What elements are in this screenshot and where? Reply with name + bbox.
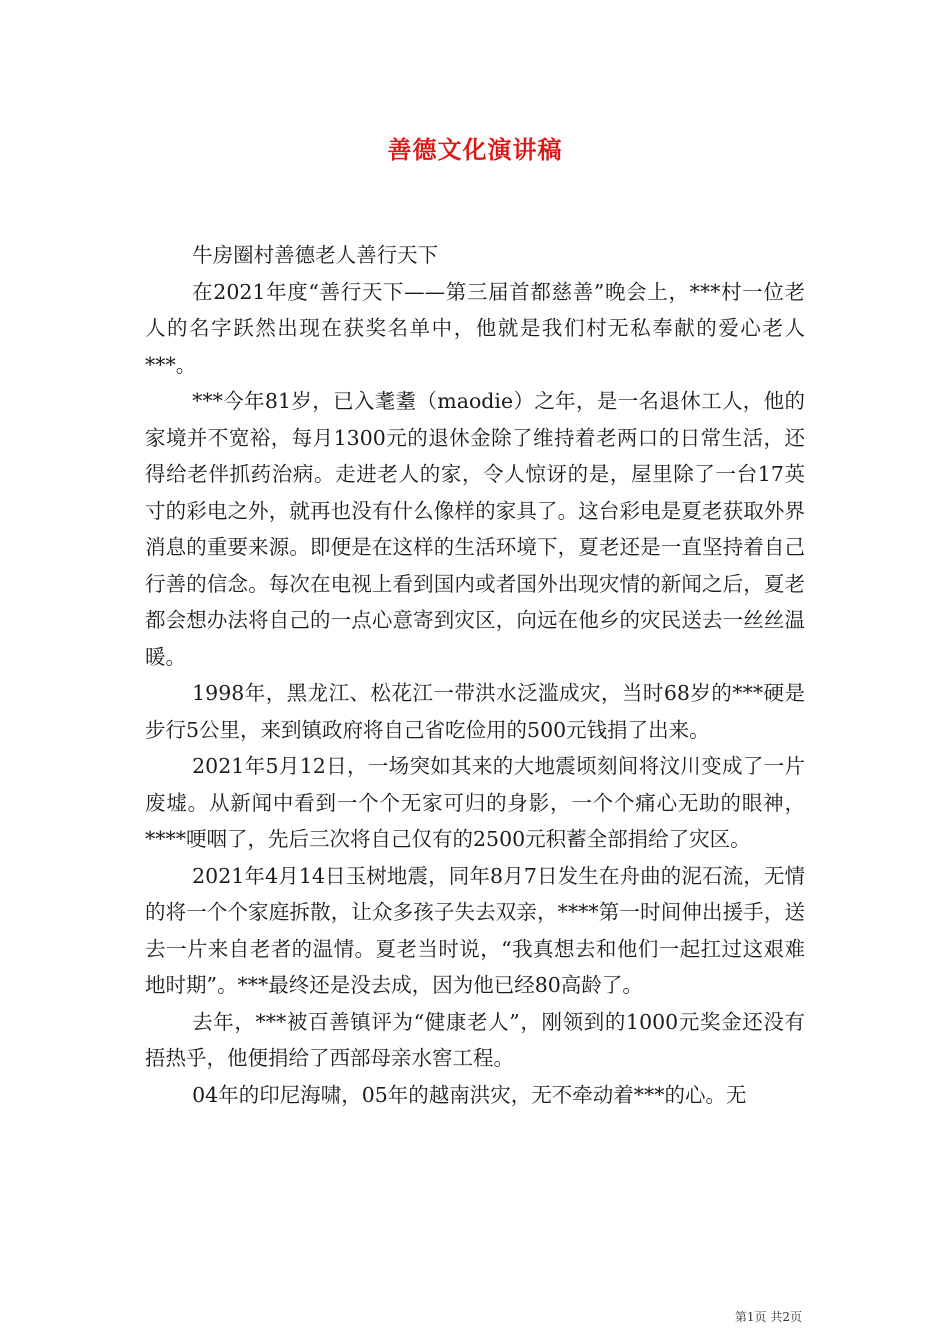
document-body	[145, 237, 805, 1113]
paragraph: 2021年4月14日玉树地震，同年8月7日发生在舟曲的泥石流，无情的将一个个家庭拆散，让众多孩子失去双亲，****第一时间伸出援手，送去一片来自老者的温情。夏老当时说，“我真想去和他们一起扛过这艰难地时期”。***最终还是没去成，因为他已经80高龄了。	[145, 863, 805, 997]
document-title: 善德文化演讲稿	[387, 135, 563, 164]
paragraph-subtitle: 牛房圈村善德老人善行天下	[192, 243, 439, 267]
paragraph: ***今年81岁，已入耄耋（maodie）之年，是一名退休工人，他的家境并不宽裕，每月1300元的退休金除了维持着老两口的日常生活，还得给老伴抓药治病。走进老人的家，令人惊讶的是，屋里除了一台17英寸的彩电之外，就再也没有什么像样的家具了。这台彩电是夏老获取外界消息的重要来源。即便是在这样的生活环境下，夏老还是一直坚持着自己行善的信念。每次在电视上看到国内或者国外出现灾情的新闻之后，夏老都会想办法将自己的一点心意寄到灾区，向远在他乡的灾民送去一丝丝温暖。	[145, 389, 805, 669]
paragraph: 在2021年度“善行天下——第三届首都慈善”晚会上，***村一位老人的名字跃然出现在获奖名单中，他就是我们村无私奉献的爱心老人***。	[145, 279, 805, 377]
page-number: 第1页 共2页	[734, 1310, 802, 1324]
paragraph: 2021年5月12日，一场突如其来的大地震顷刻间将汶川变成了一片废墟。从新闻中看到一个个无家可归的身影，一个个痛心无助的眼神，****哽咽了，先后三次将自己仅有的2500元积蓄全部捐给了灾区。	[145, 754, 805, 851]
paragraph: 04年的印尼海啸，05年的越南洪灾，无不牵动着***的心。无	[192, 1082, 747, 1107]
paragraph: 1998年，黑龙江、松花江一带洪水泛滥成灾，当时68岁的***硬是步行5公里，来到镇政府将自己省吃俭用的500元钱捐了出来。	[145, 681, 805, 742]
paragraph: 去年，***被百善镇评为“健康老人”，刚领到的1000元奖金还没有捂热乎，他便捐给了西部母亲水窖工程。	[145, 1009, 805, 1070]
